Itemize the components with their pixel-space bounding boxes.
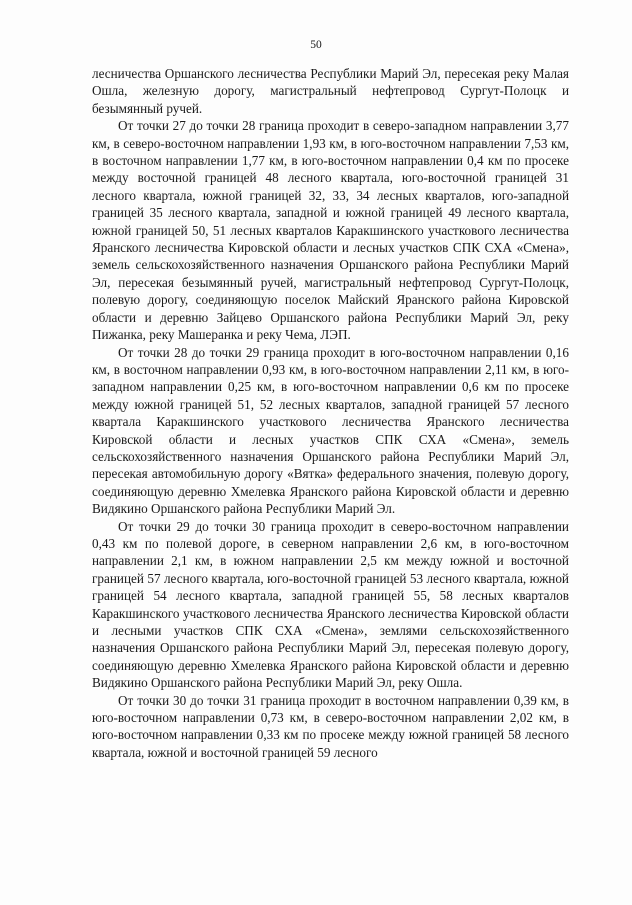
paragraph-point-30-31: От точки 30 до точки 31 граница проходит в восточном направлении 0,39 км, в юго-восточном направлении 0,73 км, в северо-восточном направлении 2,02 км, в юго-восточном направлении 0,33 км по просеке между южной границей 58 лесного квартала, южной и восточной границей 59 лесного bbox=[92, 692, 569, 760]
paragraph-point-28-29: От точки 28 до точки 29 граница проходит в юго-восточном направлении 0,16 км, в восточном направлении 0,93 км, в юго-восточном направлении 2,11 км, в юго-западном направлении 0,25 км, в юго-восточном направлении 0,6 км по просеке между южной границей 51, 52 лесных кварталов, западной границей 57 лесного квартала Каракшинского участкового лесничества Яранского лесничества Кировской области и лесных участков СПК СХА «Смена», земель сельскохозяйственного назначения Оршанского района Республики Марий Эл, пересекая автомобильную дорогу «Вятка» федерального значения, полевую дорогу, соединяющую деревню Хмелевка Яранского района Кировской области и деревню Видякино Оршанского района Республики Марий Эл. bbox=[92, 344, 569, 517]
page-number: 50 bbox=[310, 39, 322, 51]
paragraph-point-27-28: От точки 27 до точки 28 граница проходит в северо-западном направлении 3,77 км, в северо-восточном направлении 1,93 км, в юго-восточном направлении 7,53 км, в восточном направлении 1,77 км, в юго-восточном направлении 0,4 км по просеке между восточной границей 48 лесного квартала, юго-восточной границей 31 лесного квартала, южной границей 32, 33, 34 лесных кварталов, юго-западной границей 35 лесного квартала, западной и южной границей 49 лесного квартала, южной границей 50, 51 лесных кварталов Каракшинского участкового лесничества Яранского лесничества Кировской области и лесных участков СПК СХА «Смена», земель сельскохозяйственного назначения Оршанского района Республики Марий Эл, пересекая безымянный ручей, магистральный нефтепровод Сургут-Полоцк, полевую дорогу, соединяющую поселок Майский Яранского района Кировской области и деревню Зайцево Оршанского района Республики Марий Эл, реку Пижанка, реку Машеранка и реку Чема, ЛЭП. bbox=[92, 118, 569, 343]
document-body bbox=[92, 65, 569, 761]
paragraph-continuation: лесничества Оршанского лесничества Республики Марий Эл, пересекая реку Малая Ошла, железную дорогу, магистральный нефтепровод Сургут-Полоцк и безымянный ручей. bbox=[92, 66, 569, 116]
paragraph-point-29-30: От точки 29 до точки 30 граница проходит в северо-восточном направлении 0,43 км по полевой дороге, в северном направлении 2,6 км, в юго-восточном направлении 2,1 км, в южном направлении 2,5 км между южной и восточной границей 57 лесного квартала, юго-восточной границей 53 лесного квартала, южной границей 54 лесного квартала, западной границей 55, 58 лесных кварталов Каракшинского участкового лесничества Яранского лесничества Кировской области и лесными участков СПК СХА «Смена», землями сельскохозяйственного назначения Оршанского района Республики Марий Эл, пересекая полевую дорогу, соединяющую деревню Хмелевка Яранского района Кировской области и деревню Видякино Оршанского района Республики Марий Эл, реку Ошла. bbox=[92, 518, 569, 691]
